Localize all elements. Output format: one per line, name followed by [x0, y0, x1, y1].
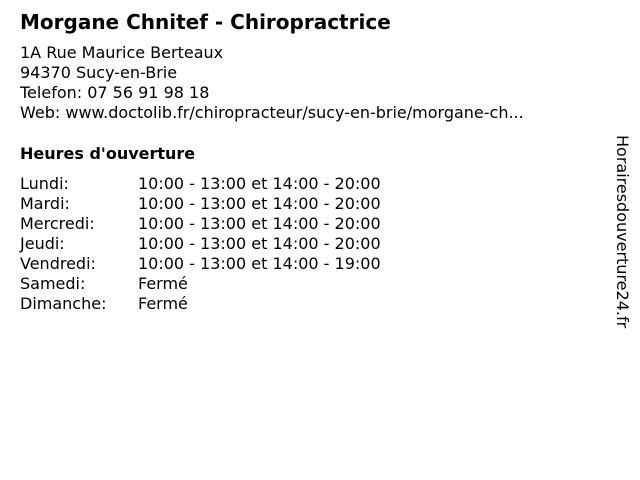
hours-row-mardi	[20, 194, 381, 214]
hours-row-lundi	[20, 174, 381, 194]
time-value: Fermé	[138, 274, 188, 293]
time-value: 10:00 - 13:00 et 14:00 - 20:00	[138, 174, 381, 193]
hours-row-samedi	[20, 274, 381, 294]
day-label: Mardi:	[20, 194, 70, 213]
day-label: Vendredi:	[20, 254, 96, 273]
day-label: Jeudi:	[20, 234, 65, 253]
street-address: 1A Rue Maurice Berteaux	[20, 43, 224, 62]
day-label: Lundi:	[20, 174, 69, 193]
website-link: Web: www.doctolib.fr/chiropracteur/sucy-en-brie/morgane-ch...	[20, 103, 524, 122]
city-postal: 94370 Sucy-en-Brie	[20, 63, 178, 82]
day-label: Samedi:	[20, 274, 86, 293]
day-label: Dimanche:	[20, 294, 107, 313]
hours-row-dimanche	[20, 294, 381, 314]
hours-row-jeudi	[20, 234, 381, 254]
time-value: Fermé	[138, 294, 188, 313]
phone-number: Telefon: 07 56 91 98 18	[20, 83, 210, 102]
day-label: Mercredi:	[20, 214, 95, 233]
time-value: 10:00 - 13:00 et 14:00 - 20:00	[138, 234, 381, 253]
site-watermark: Horairesdouverture24.fr	[613, 135, 632, 329]
business-name: Morgane Chnitef - Chiropractrice	[20, 10, 391, 34]
hours-heading: Heures d'ouverture	[20, 144, 196, 163]
time-value: 10:00 - 13:00 et 14:00 - 20:00	[138, 194, 381, 213]
time-value: 10:00 - 13:00 et 14:00 - 19:00	[138, 254, 381, 273]
time-value: 10:00 - 13:00 et 14:00 - 20:00	[138, 214, 381, 233]
hours-row-mercredi	[20, 214, 381, 234]
contact-block	[20, 43, 524, 123]
hours-table	[20, 174, 381, 314]
hours-row-vendredi	[20, 254, 381, 274]
